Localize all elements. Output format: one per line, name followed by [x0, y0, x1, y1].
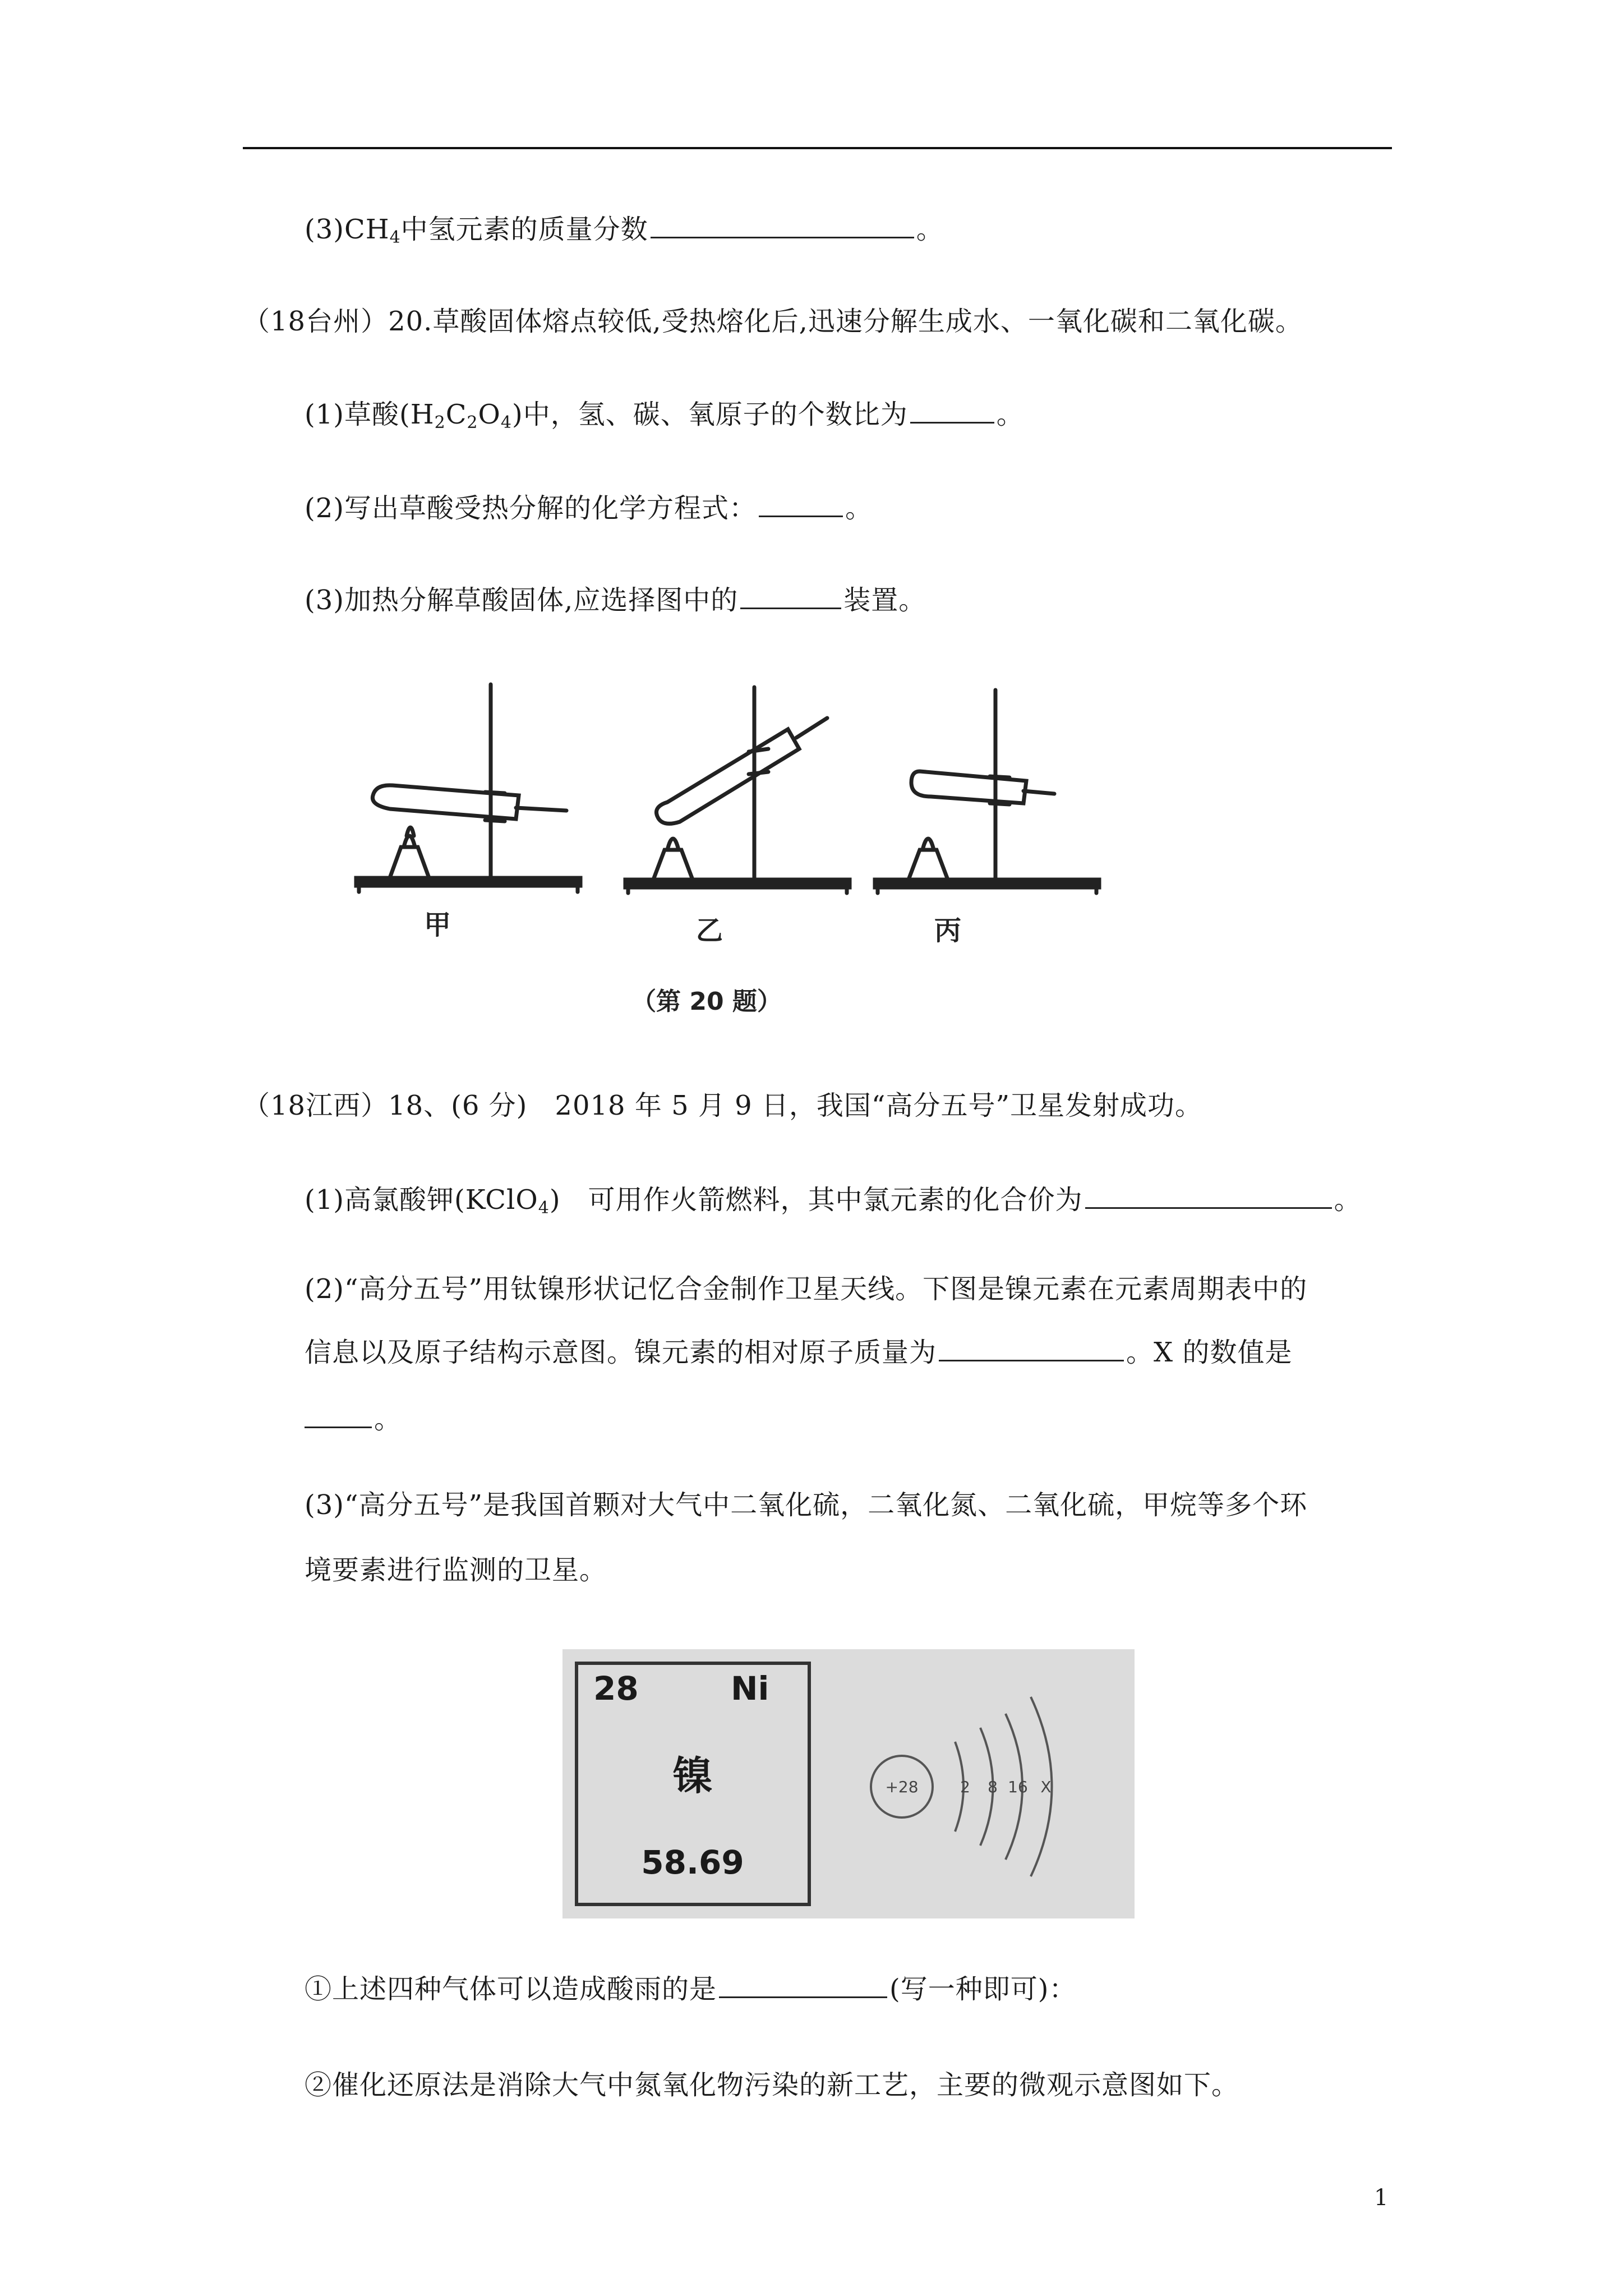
relative-atomic-mass: 58.69 [641, 1843, 744, 1881]
apparatus-bing [875, 690, 1099, 893]
shell-electrons-1: 2 [960, 1778, 970, 1796]
header-rule [243, 147, 1392, 149]
heating-apparatus-figure [303, 656, 1110, 1043]
answer-blank[interactable] [759, 491, 843, 517]
question-text: )中，氢、碳、氧原子的个数比为 [511, 399, 908, 430]
question-text: (3)加热分解草酸固体,应选择图中的 [305, 585, 739, 616]
answer-blank[interactable] [305, 1402, 372, 1428]
taizhou-question-1 [305, 397, 1024, 432]
question-ch4-mass-fraction [305, 212, 944, 247]
question-text: (2)写出草酸受热分解的化学方程式： [305, 493, 757, 524]
apparatus-jia [356, 684, 580, 892]
answer-blank[interactable] [651, 212, 914, 238]
ch4-formula-text: (3)CH [305, 214, 390, 245]
figure-caption: （第 20 题） [631, 987, 782, 1016]
element-name: 镍 [673, 1753, 712, 1799]
question-end: 。 [1334, 1184, 1362, 1216]
formula-part: C [445, 399, 467, 430]
subscript: 2 [467, 413, 478, 432]
jiangxi-question-3-line-2: 境要素进行监测的卫星。 [305, 1554, 607, 1586]
taizhou-question-header: （18台州）20.草酸固体熔点较低,受热熔化后,迅速分解生成水、一氧化碳和二氧化碳。 [243, 306, 1303, 337]
shell-electrons-3: 16 [1008, 1778, 1028, 1796]
taizhou-question-3 [305, 583, 926, 618]
nickel-element-figure [562, 1649, 1135, 1918]
jiangxi-question-2-line-3 [305, 1402, 402, 1437]
apparatus-yi [625, 687, 850, 893]
jiangxi-question-2-line-1: (2)“高分五号”用钛镍形状记忆合金制作卫星天线。下图是镍元素在元素周期表中的 [305, 1273, 1308, 1305]
question-text: 。X 的数值是 [1126, 1337, 1293, 1368]
subscript: 2 [434, 413, 446, 432]
atomic-number: 28 [593, 1669, 639, 1708]
question-end: 。 [845, 493, 873, 524]
subscript: 4 [500, 413, 512, 432]
question-text: 信息以及原子结构示意图。镍元素的相对原子质量为 [305, 1337, 937, 1368]
question-text: ) 可用作火箭燃料，其中氯元素的化合价为 [549, 1184, 1083, 1216]
answer-blank[interactable] [910, 397, 994, 424]
jiangxi-question-3-sub-1 [305, 1972, 1076, 2007]
jiangxi-question-1 [305, 1182, 1362, 1217]
formula-part: (1)高氯酸钾(KClO [305, 1184, 538, 1216]
apparatus-label-bing: 丙 [934, 915, 962, 946]
element-card [577, 1663, 809, 1904]
answer-blank[interactable] [740, 583, 841, 609]
element-symbol: Ni [731, 1669, 769, 1708]
page-number: 1 [1374, 2185, 1389, 2211]
answer-blank[interactable] [939, 1335, 1124, 1361]
nucleus-charge: +28 [885, 1778, 919, 1796]
formula-part: (1)草酸(H [305, 399, 435, 430]
apparatus-label-jia: 甲 [423, 909, 451, 941]
question-end: 装置。 [843, 585, 926, 616]
formula-part: O [478, 399, 501, 430]
question-text: (写一种即可)： [889, 1973, 1077, 2005]
question-text: ①上述四种气体可以造成酸雨的是 [305, 1973, 717, 2005]
answer-blank[interactable] [1085, 1182, 1332, 1209]
taizhou-question-2 [305, 491, 873, 526]
question-end: 。 [374, 1404, 402, 1435]
apparatus-label-yi: 乙 [695, 915, 723, 946]
ch4-question-text: 中氢元素的质量分数 [400, 214, 648, 245]
jiangxi-question-3-sub-2: ②催化还原法是消除大气中氮氧化物污染的新工艺，主要的微观示意图如下。 [305, 2069, 1239, 2101]
answer-blank[interactable] [719, 1972, 887, 1998]
question-end: 。 [996, 399, 1024, 430]
jiangxi-question-2-line-2 [305, 1335, 1292, 1370]
subscript: 4 [538, 1198, 550, 1218]
jiangxi-question-header: （18江西）18、(6 分) 2018 年 5 月 9 日，我国“高分五号”卫星发射成功。 [243, 1090, 1203, 1121]
shell-electrons-x: X [1040, 1778, 1052, 1796]
shell-electrons-2: 8 [988, 1778, 998, 1796]
jiangxi-question-3-line-1: (3)“高分五号”是我国首颗对大气中二氧化硫，二氧化氮、二氧化硫，甲烷等多个环 [305, 1489, 1308, 1521]
ch4-question-end: 。 [916, 214, 944, 245]
ch4-subscript: 4 [389, 228, 401, 247]
